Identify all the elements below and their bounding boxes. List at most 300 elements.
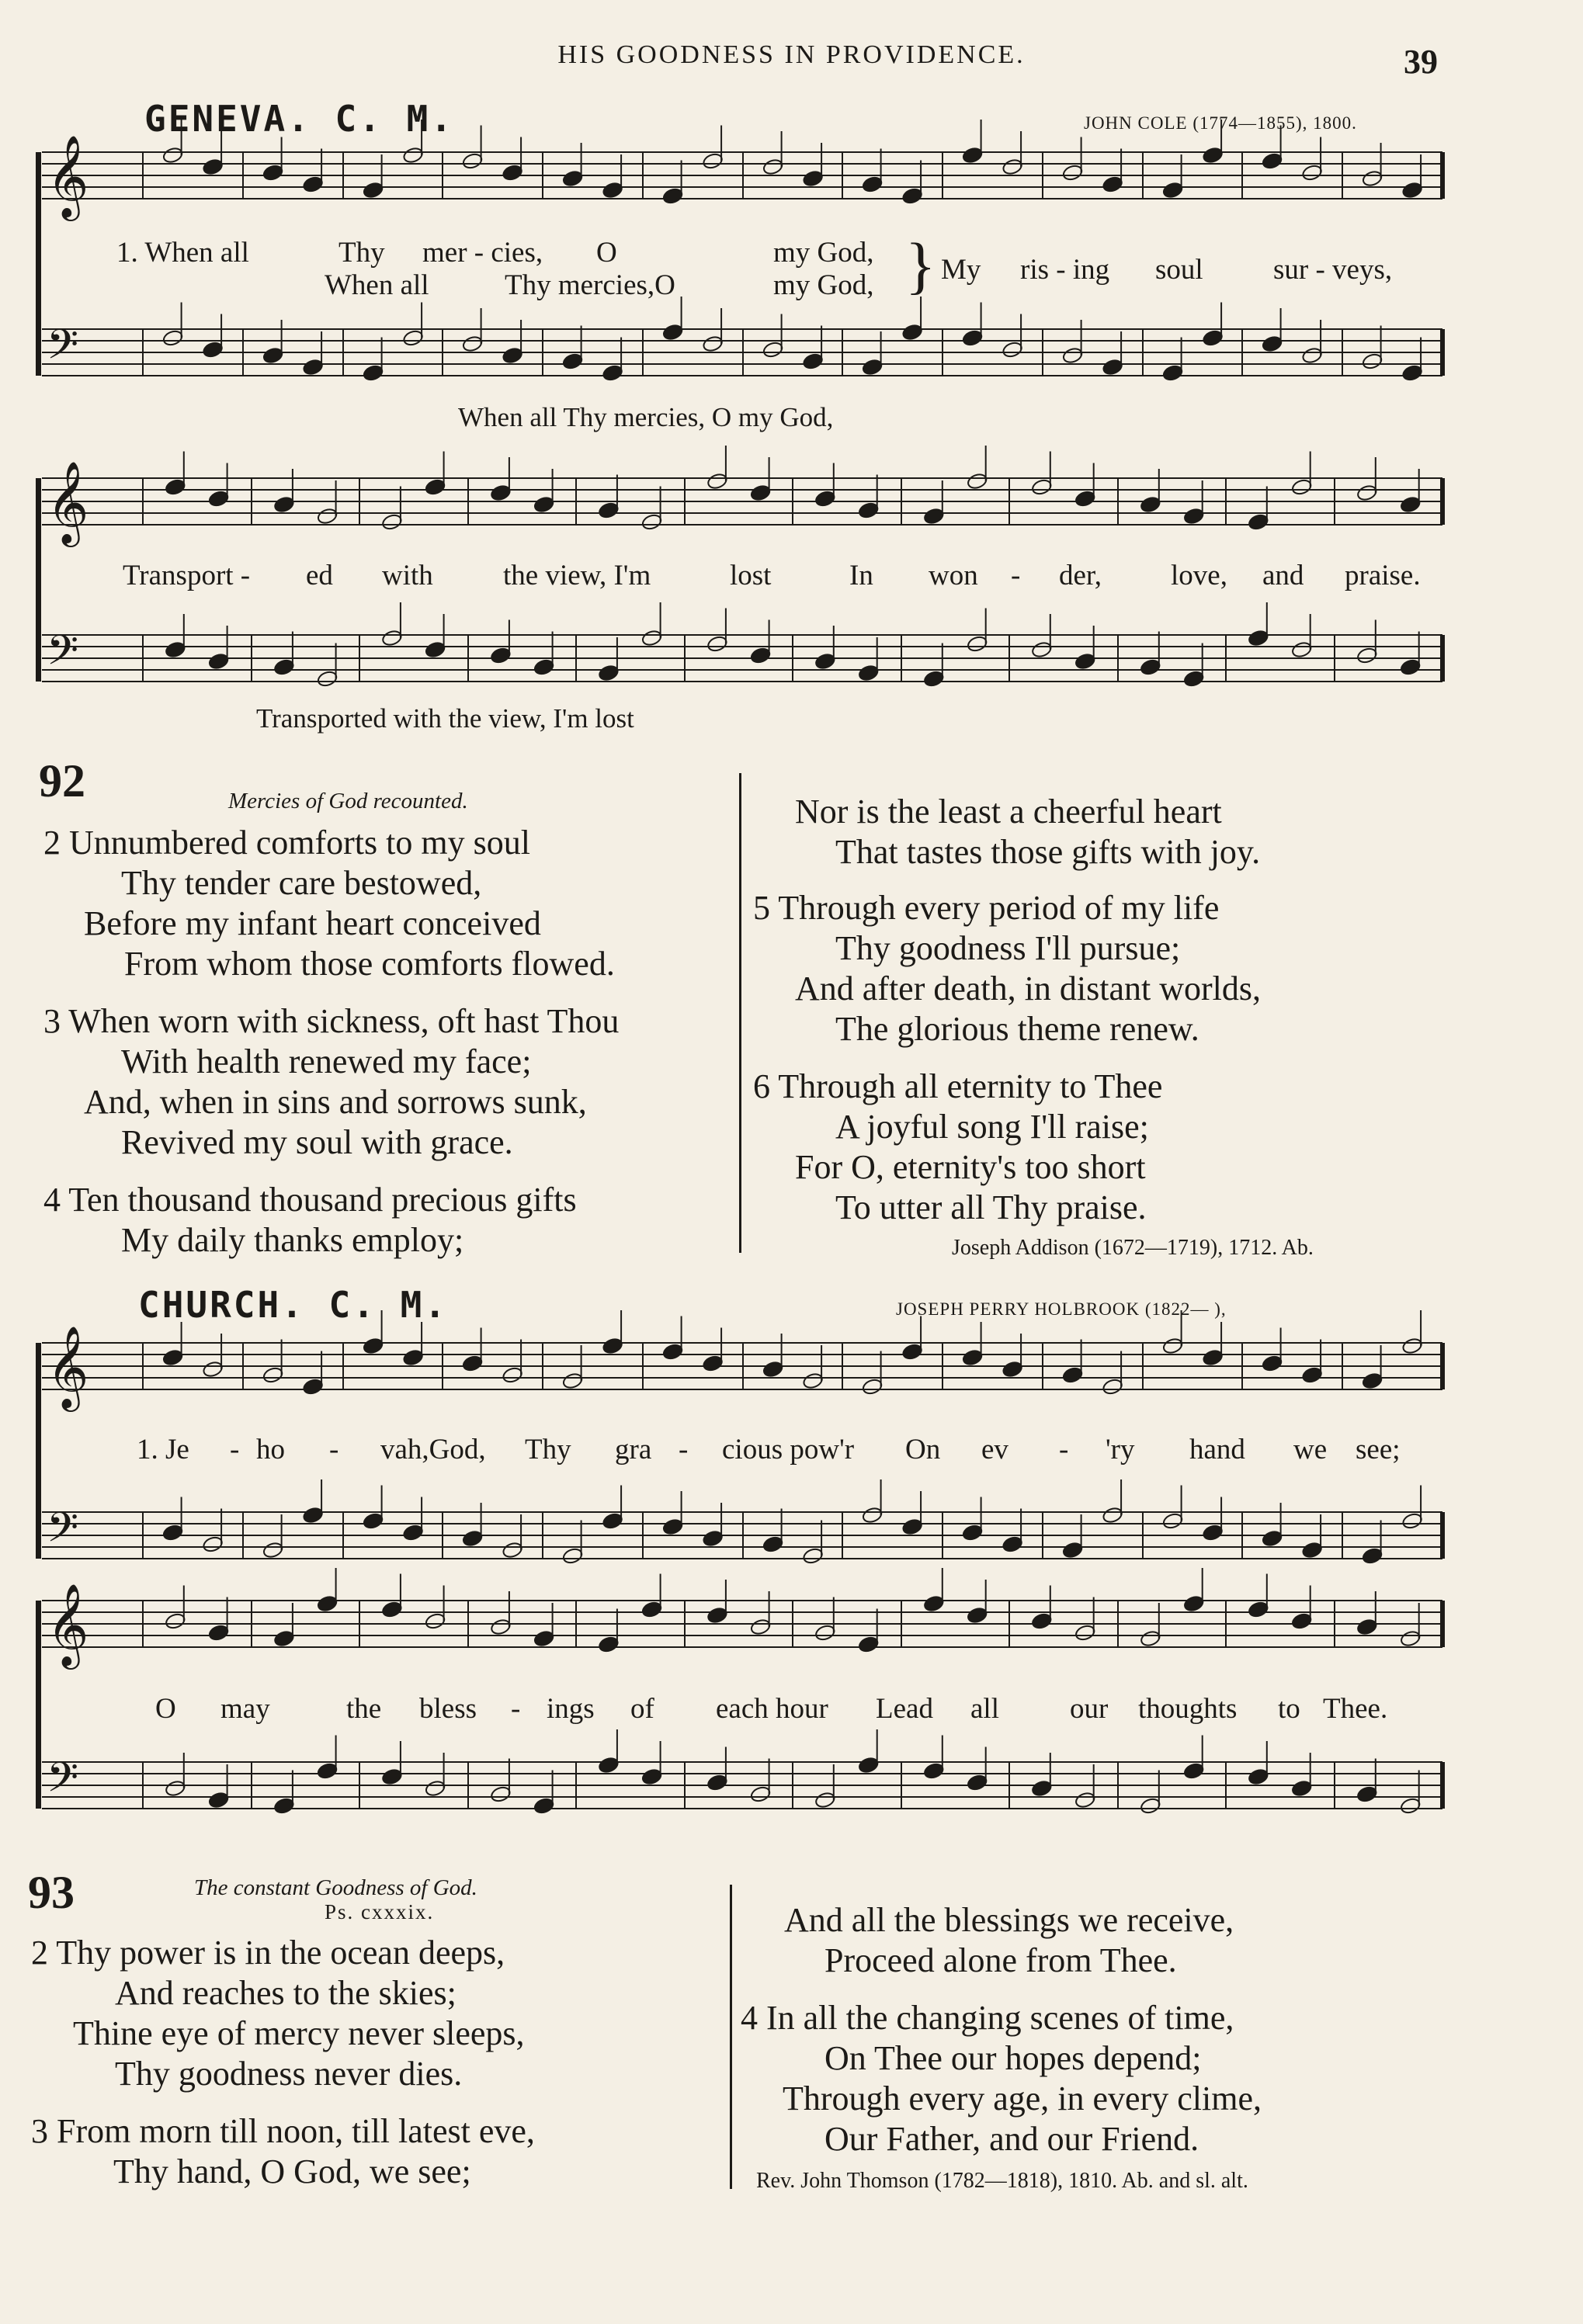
note-head (1362, 1372, 1383, 1389)
note-head (923, 1762, 945, 1780)
note-head (1356, 1618, 1378, 1635)
lyric-word: ho (256, 1434, 285, 1466)
verse-line: Proceed alone from Thee. (824, 1941, 1177, 1979)
lyric-word: - (1011, 560, 1021, 591)
lyric-word: vah,God, (380, 1434, 486, 1466)
note-head (165, 640, 186, 658)
note-head (202, 1360, 224, 1378)
verse-line: Nor is the least a cheerful heart (795, 793, 1222, 831)
lyric-word: our (1070, 1693, 1109, 1725)
note-head (1062, 1541, 1084, 1559)
lyric-word: gra (615, 1434, 652, 1466)
verse-line: My daily thanks employ; (121, 1221, 464, 1259)
note-head (1400, 495, 1422, 513)
verse-line: The glorious theme renew. (835, 1010, 1199, 1048)
note-head (425, 1779, 446, 1797)
note-head (302, 175, 324, 193)
note-head (1356, 1785, 1378, 1803)
lyric-word: Thy (525, 1434, 571, 1466)
lyric-word: we (1293, 1434, 1328, 1466)
note-head (1202, 1348, 1224, 1366)
note-head (490, 1785, 512, 1803)
note-head (317, 670, 338, 688)
lyric-word: my God, (773, 269, 874, 301)
note-head (762, 1360, 784, 1378)
lyric-word: see; (1356, 1434, 1401, 1466)
lyric-word: In (849, 560, 873, 591)
verse-line: On Thee our hopes depend; (824, 2039, 1202, 2077)
page-number: 39 (1404, 43, 1438, 81)
note-head (1356, 484, 1378, 501)
note-head (162, 1524, 184, 1542)
note-head (967, 472, 988, 490)
composer-geneva: JOHN COLE (1774—1855), 1800. (1084, 113, 1357, 133)
lyric-word: praise. (1345, 560, 1421, 591)
note-head (317, 1762, 338, 1780)
note-head (962, 1524, 984, 1542)
note-head (302, 1506, 324, 1524)
verse-line: From whom those comforts flowed. (124, 945, 615, 983)
note-head (901, 187, 923, 205)
lyric-word: - (679, 1434, 689, 1466)
note-head (662, 323, 684, 341)
note-head (1002, 341, 1023, 359)
note-head (1031, 1779, 1053, 1797)
note-head (273, 1629, 295, 1647)
lyric-word: - (329, 1434, 339, 1466)
note-head (641, 1767, 663, 1785)
lyric-word: my God, (773, 237, 874, 269)
note-head (490, 1618, 512, 1635)
composer-church: JOSEPH PERRY HOLBROOK (1822— ), (896, 1299, 1227, 1319)
note-head (1262, 1529, 1283, 1547)
note-head (1202, 329, 1224, 347)
verse-line: And reaches to the skies; (115, 1974, 457, 2012)
note-head (802, 1372, 824, 1389)
note-head (562, 352, 584, 370)
lyric-word: Thy mercies,O (505, 269, 675, 301)
note-head (1162, 364, 1184, 382)
lyric-word: Lead (876, 1693, 933, 1725)
note-head (802, 169, 824, 187)
running-title: HIS GOODNESS IN PROVIDENCE. (557, 40, 1026, 69)
note-head (1140, 1797, 1161, 1815)
verse-line: Thine eye of mercy never sleeps, (73, 2014, 525, 2052)
lyric-word: sur - veys, (1273, 254, 1393, 286)
note-head (598, 501, 620, 519)
note-head (381, 629, 403, 647)
note-head (1031, 478, 1053, 496)
note-head (702, 335, 724, 352)
verse-line: Thy tender care bestowed, (121, 864, 482, 902)
tune-name-church: CHURCH. C. M. (138, 1284, 449, 1326)
note-head (273, 495, 295, 513)
note-head (165, 478, 186, 496)
note-head (490, 484, 512, 501)
note-head (967, 1606, 988, 1624)
note-head (1162, 1512, 1184, 1530)
note-head (1362, 169, 1383, 187)
lyric-word: 1. When all (116, 237, 249, 269)
note-head (425, 478, 446, 496)
verse-line: 2 Thy power is in the ocean deeps, (31, 1934, 505, 1972)
note-head (502, 1541, 523, 1559)
note-head (402, 1348, 424, 1366)
verse-line: With health renewed my face; (121, 1042, 532, 1080)
note-head (1262, 1355, 1283, 1372)
verse-line: Revived my soul with grace. (121, 1123, 513, 1161)
verse-line: Before my infant heart conceived (84, 904, 541, 942)
verse-line: And, when in sins and sorrows sunk, (84, 1083, 587, 1121)
lyric-word: mer - cies, (422, 237, 543, 269)
note-head (381, 1767, 403, 1785)
note-head (662, 187, 684, 205)
note-head (402, 329, 424, 347)
lyric-word: Transport - (123, 560, 251, 591)
note-head (1074, 1624, 1096, 1642)
note-head (533, 1797, 555, 1815)
note-head (858, 1635, 880, 1653)
note-head (1291, 1612, 1313, 1630)
note-head (562, 169, 584, 187)
lyric-word: - (230, 1434, 240, 1466)
note-head (1202, 1524, 1224, 1542)
note-head (273, 1797, 295, 1815)
note-head (641, 629, 663, 647)
verse-line: 2 Unnumbered comforts to my soul (43, 824, 530, 862)
column-divider (739, 773, 741, 1253)
note-head (162, 1348, 184, 1366)
note-head (598, 1756, 620, 1774)
note-head (1301, 1366, 1323, 1384)
lyric-word: and (1262, 560, 1304, 591)
note-head (1183, 670, 1205, 688)
note-head (1401, 1337, 1423, 1355)
note-head (1362, 352, 1383, 370)
treble-clef: 𝄞 (47, 1583, 89, 1666)
lyric-word: won (929, 560, 978, 591)
note-head (1162, 1337, 1184, 1355)
note-head (1301, 346, 1323, 364)
note-head (814, 1791, 836, 1809)
lyric-word: of (630, 1693, 654, 1725)
lyric-word: soul (1155, 254, 1203, 286)
note-head (1062, 1366, 1084, 1384)
note-head (1074, 1791, 1096, 1809)
lyric-word: der, (1059, 560, 1102, 591)
note-head (1291, 478, 1313, 496)
note-head (862, 1378, 883, 1396)
note-head (1248, 1601, 1269, 1618)
note-head (1183, 1594, 1205, 1612)
note-head (858, 664, 880, 682)
note-head (814, 490, 836, 508)
note-head (363, 364, 384, 382)
lyric-word: each hour (716, 1693, 828, 1725)
note-head (208, 652, 230, 670)
column-divider (730, 1885, 732, 2189)
lyric-word: thoughts (1138, 1693, 1238, 1725)
system-bracket (36, 152, 41, 376)
note-head (162, 329, 184, 347)
note-head (1301, 164, 1323, 182)
note-head (862, 1506, 883, 1524)
verse-line: And all the blessings we receive, (784, 1901, 1234, 1939)
note-head (962, 329, 984, 347)
note-head (202, 158, 224, 175)
note-head (462, 152, 484, 170)
note-head (1002, 158, 1023, 175)
hymn-number-93: 93 (28, 1867, 75, 1918)
note-head (1202, 146, 1224, 164)
note-head (262, 1541, 284, 1559)
note-head (1183, 507, 1205, 525)
note-head (262, 1366, 284, 1384)
note-head (1291, 640, 1313, 658)
verse-line: Thy goodness never dies. (115, 2055, 463, 2093)
note-head (598, 1635, 620, 1653)
note-head (967, 1774, 988, 1792)
verse-line: To utter all Thy praise. (835, 1188, 1147, 1226)
note-head (858, 1756, 880, 1774)
note-head (302, 1378, 324, 1396)
note-head (402, 146, 424, 164)
verse-line: And after death, in distant worlds, (795, 969, 1261, 1008)
lyric-word: O (155, 1693, 176, 1725)
note-head (602, 1512, 623, 1530)
note-head (165, 1612, 186, 1630)
lyric-word: 'ry (1106, 1434, 1135, 1466)
note-head (1102, 175, 1123, 193)
lyric-word: love, (1171, 560, 1227, 591)
note-head (533, 495, 555, 513)
hymn-number-92: 92 (39, 755, 85, 806)
lyric-word: may (220, 1693, 270, 1725)
note-head (317, 507, 338, 525)
note-head (165, 1779, 186, 1797)
verse-line: 3 From morn till noon, till latest eve, (31, 2112, 535, 2150)
hymn-subtitle: The constant Goodness of God. (194, 1875, 477, 1900)
note-head (462, 335, 484, 352)
note-head (602, 364, 623, 382)
note-head (1183, 1762, 1205, 1780)
verse-line: Thy goodness I'll pursue; (835, 929, 1181, 967)
note-head (1248, 1767, 1269, 1785)
note-head (641, 1601, 663, 1618)
note-head (1401, 181, 1423, 199)
note-head (662, 1518, 684, 1535)
note-head (962, 146, 984, 164)
note-head (1248, 513, 1269, 531)
note-head (1102, 1506, 1123, 1524)
note-head (363, 1512, 384, 1530)
note-head (901, 1343, 923, 1361)
note-head (598, 664, 620, 682)
lyric-word: the view, I'm (503, 560, 651, 591)
lyric-word: ings (547, 1693, 595, 1725)
verse-line: 3 When worn with sickness, oft hast Thou (43, 1002, 620, 1040)
note-head (1400, 658, 1422, 676)
note-head (1002, 1360, 1023, 1378)
note-head (202, 1535, 224, 1553)
note-head (208, 490, 230, 508)
lyric-word: all (970, 1693, 999, 1725)
lyric-word: ris - ing (1020, 254, 1110, 286)
note-head (923, 670, 945, 688)
lyric-word: bless (419, 1693, 477, 1725)
note-head (862, 175, 883, 193)
system-bracket (36, 478, 41, 682)
note-head (425, 1612, 446, 1630)
note-head (750, 647, 772, 664)
note-head (1002, 1535, 1023, 1553)
note-head (317, 1594, 338, 1612)
note-head (602, 181, 623, 199)
note-head (1162, 181, 1184, 199)
verse-line: 5 Through every period of my life (753, 889, 1220, 927)
lyric-word: Thy (338, 237, 385, 269)
note-head (706, 1774, 728, 1792)
note-head (502, 346, 523, 364)
note-head (1140, 495, 1161, 513)
hymn-subtitle: Mercies of God recounted. (228, 789, 468, 813)
note-head (302, 358, 324, 376)
note-head (1102, 1378, 1123, 1396)
lyric-word: the (346, 1693, 382, 1725)
note-head (162, 146, 184, 164)
note-head (502, 164, 523, 182)
note-head (425, 640, 446, 658)
note-head (814, 1624, 836, 1642)
note-head (641, 513, 663, 531)
note-head (490, 647, 512, 664)
treble-clef: 𝄞 (47, 460, 89, 543)
verse-line: 4 Ten thousand thousand precious gifts (43, 1181, 577, 1219)
note-head (1301, 1541, 1323, 1559)
bass-clef: 𝄢 (47, 1754, 79, 1812)
bass-clef: 𝄢 (47, 321, 79, 379)
verse-line: 4 In all the changing scenes of time, (741, 1999, 1234, 2037)
note-head (901, 323, 923, 341)
treble-clef: 𝄞 (47, 134, 89, 217)
note-head (381, 513, 403, 531)
note-head (1140, 658, 1161, 676)
note-head (962, 1348, 984, 1366)
system-bracket (36, 1343, 41, 1559)
note-head (1062, 346, 1084, 364)
note-head (862, 358, 883, 376)
note-head (381, 1601, 403, 1618)
note-head (750, 1618, 772, 1635)
lyric-word: - (1059, 1434, 1069, 1466)
lyric-word: ev (981, 1434, 1008, 1466)
verse-line: Our Father, and our Friend. (824, 2120, 1199, 2158)
hymn-psalm: Ps. cxxxix. (325, 1900, 435, 1923)
note-head (1074, 652, 1096, 670)
verse-line: That tastes those gifts with joy. (835, 833, 1261, 871)
note-head (502, 1366, 523, 1384)
lyric-word: to (1278, 1693, 1300, 1725)
verse-line: 6 Through all eternity to Thee (753, 1067, 1163, 1105)
note-head (562, 1547, 584, 1565)
note-head (814, 652, 836, 670)
lyric-word: My (941, 254, 981, 286)
note-head (1262, 335, 1283, 352)
lyric-word: - (511, 1693, 521, 1725)
verse-line: Thy hand, O God, we see; (113, 2152, 471, 2190)
note-head (1031, 1612, 1053, 1630)
tune-name-geneva: GENEVA. C. M. (144, 98, 455, 140)
note-head (1400, 1629, 1422, 1647)
note-head (923, 507, 945, 525)
note-head (273, 658, 295, 676)
note-head (1356, 647, 1378, 664)
note-head (858, 501, 880, 519)
note-head (702, 1529, 724, 1547)
note-head (1291, 1779, 1313, 1797)
note-head (1248, 629, 1269, 647)
bass-clef: 𝄢 (47, 627, 79, 685)
note-head (533, 1629, 555, 1647)
note-head (462, 1529, 484, 1547)
verse-line: For O, eternity's too short (795, 1148, 1146, 1186)
lyric-word: cious pow'r (722, 1434, 855, 1466)
note-head (706, 472, 728, 490)
note-head (706, 635, 728, 653)
note-head (702, 1355, 724, 1372)
hymn-author: Joseph Addison (1672—1719), 1712. Ab. (952, 1236, 1314, 1260)
note-head (750, 1785, 772, 1803)
note-head (363, 181, 384, 199)
note-head (1401, 364, 1423, 382)
note-head (923, 1594, 945, 1612)
note-head (967, 635, 988, 653)
note-head (208, 1624, 230, 1642)
lyric-word: hand (1189, 1434, 1245, 1466)
note-head (562, 1372, 584, 1389)
note-head (762, 158, 784, 175)
bass-words: Transported with the view, I'm lost (256, 703, 634, 734)
note-head (363, 1337, 384, 1355)
verse-line: A joyful song I'll raise; (835, 1108, 1149, 1146)
note-head (762, 341, 784, 359)
note-head (662, 1343, 684, 1361)
note-head (750, 484, 772, 501)
lyric-word: lost (730, 560, 772, 591)
brace: } (905, 230, 936, 300)
lyric-word: O (596, 237, 617, 269)
note-head (706, 1606, 728, 1624)
hymn-author: Rev. John Thomson (1782—1818), 1810. Ab. and sl. alt. (756, 2169, 1248, 2193)
lyric-word: with (382, 560, 433, 591)
verse-line: Through every age, in every clime, (783, 2079, 1262, 2118)
note-head (802, 1547, 824, 1565)
note-head (1262, 152, 1283, 170)
note-head (402, 1524, 424, 1542)
note-head (262, 164, 284, 182)
note-head (1140, 1629, 1161, 1647)
bass-words: When all Thy mercies, O my God, (458, 402, 834, 432)
note-head (1062, 164, 1084, 182)
note-head (762, 1535, 784, 1553)
note-head (1074, 490, 1096, 508)
note-head (1401, 1512, 1423, 1530)
note-head (1031, 640, 1053, 658)
note-head (202, 341, 224, 359)
bass-clef: 𝄢 (47, 1504, 79, 1562)
treble-clef: 𝄞 (47, 1325, 89, 1408)
lyric-word: On (905, 1434, 941, 1466)
